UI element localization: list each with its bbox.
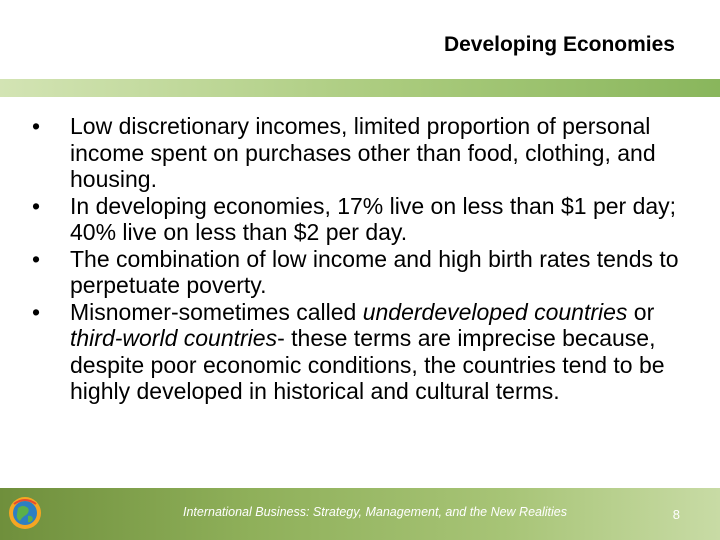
bullet-marker: •	[32, 192, 41, 219]
bullet-item	[32, 299, 682, 405]
bullet-italic-term: underdeveloped countries	[362, 298, 628, 325]
slide-title: Developing Economies	[443, 33, 675, 56]
bullet-item	[32, 193, 682, 246]
bullet-text-part: or	[627, 298, 655, 325]
bullet-marker: •	[32, 245, 41, 272]
bullet-marker: •	[32, 113, 41, 139]
bullet-item	[32, 113, 682, 193]
bullet-text: The combination of low income and high birth rates tends to perpetuate poverty.	[70, 245, 679, 298]
bullet-marker: •	[32, 298, 41, 325]
footer-text: International Business: Strategy, Management, and the New Realities	[182, 505, 567, 519]
bullet-text: In developing economies, 17% live on less than $1 per day; 40% live on less than $2 per day.	[70, 192, 677, 245]
bullet-list	[32, 113, 682, 405]
bullet-item	[32, 246, 682, 299]
header-band	[0, 79, 720, 97]
bullet-italic-term: third-world countries	[70, 325, 278, 351]
page-number: 8	[672, 507, 680, 522]
bullet-text-part: Misnomer-sometimes called	[70, 298, 363, 325]
bullet-text-part: - these terms are imprecise because, despite poor economic conditions, the countries tend to be highly developed in historical and cultural terms.	[70, 325, 665, 404]
bullet-text: Low discretionary incomes, limited proportion of personal income spent on purchases other than food, clothing, and housing.	[70, 113, 656, 192]
